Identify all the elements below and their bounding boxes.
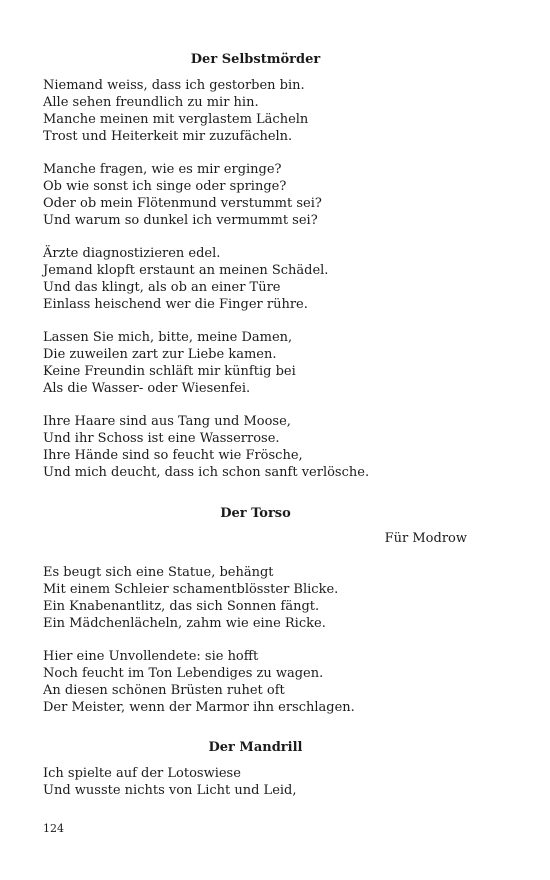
- verse-line: Einlass heischend wer die Finger rühre.: [43, 297, 308, 312]
- stanza: [43, 564, 513, 632]
- verse-line: Manche fragen, wie es mir erginge?: [43, 162, 282, 177]
- poem-dedication: Für Modrow: [384, 531, 467, 546]
- poem-title-selbstmoerder: Der Selbstmörder: [190, 52, 321, 67]
- verse-line: Manche meinen mit verglastem Lächeln: [43, 112, 309, 127]
- stanza: [43, 245, 513, 313]
- verse-line: Als die Wasser- oder Wiesenfei.: [43, 381, 251, 396]
- verse-line: Ich spielte auf der Lotoswiese: [43, 766, 241, 781]
- verse-line: Es beugt sich eine Statue, behängt: [43, 565, 274, 580]
- verse-line: Jemand klopft erstaunt an meinen Schädel.: [43, 263, 329, 278]
- verse-line: Noch feucht im Ton Lebendiges zu wagen.: [43, 666, 324, 681]
- verse-line: Die zuweilen zart zur Liebe kamen.: [43, 347, 277, 362]
- verse-line: Hier eine Unvollendete: sie hofft: [43, 649, 259, 664]
- verse-line: Der Meister, wenn der Marmor ihn erschlagen.: [43, 700, 355, 715]
- verse-line: Ihre Haare sind aus Tang und Moose,: [43, 414, 291, 429]
- stanza: [43, 765, 513, 799]
- verse-line: Und das klingt, als ob an einer Türe: [43, 280, 281, 295]
- verse-line: Ein Mädchenlächeln, zahm wie eine Ricke.: [43, 616, 326, 631]
- verse-line: Alle sehen freundlich zu mir hin.: [43, 95, 259, 110]
- verse-line: Trost und Heiterkeit mir zuzufächeln.: [43, 129, 293, 144]
- verse-line: Oder ob mein Flötenmund verstummt sei?: [43, 196, 322, 211]
- verse-line: Mit einem Schleier schamentblösster Blicke.: [43, 582, 339, 597]
- stanza: [43, 413, 513, 481]
- verse-line: Ihre Hände sind so feucht wie Frösche,: [43, 448, 303, 463]
- poem-title-mandrill: Der Mandrill: [208, 740, 303, 755]
- page-number: 124: [43, 822, 64, 835]
- verse-line: Und ihr Schoss ist eine Wasserrose.: [43, 431, 280, 446]
- verse-line: An diesen schönen Brüsten ruhet oft: [43, 683, 285, 698]
- verse-line: Und wusste nichts von Licht und Leid,: [43, 783, 297, 798]
- stanza: [43, 648, 513, 716]
- stanza: [43, 329, 513, 397]
- verse-line: Und mich deucht, dass ich schon sanft verlösche.: [43, 465, 370, 480]
- verse-line: Ein Knabenantlitz, das sich Sonnen fängt.: [43, 599, 320, 614]
- stanza: [43, 161, 513, 229]
- verse-line: Ob wie sonst ich singe oder springe?: [43, 179, 287, 194]
- stanza: [43, 77, 513, 145]
- verse-line: Lassen Sie mich, bitte, meine Damen,: [43, 330, 293, 345]
- verse-line: Niemand weiss, dass ich gestorben bin.: [43, 78, 305, 93]
- poem-title-torso: Der Torso: [220, 506, 291, 521]
- verse-line: Ärzte diagnostizieren edel.: [43, 246, 221, 261]
- verse-line: Und warum so dunkel ich vermummt sei?: [43, 213, 318, 228]
- verse-line: Keine Freundin schläft mir künftig bei: [43, 364, 296, 379]
